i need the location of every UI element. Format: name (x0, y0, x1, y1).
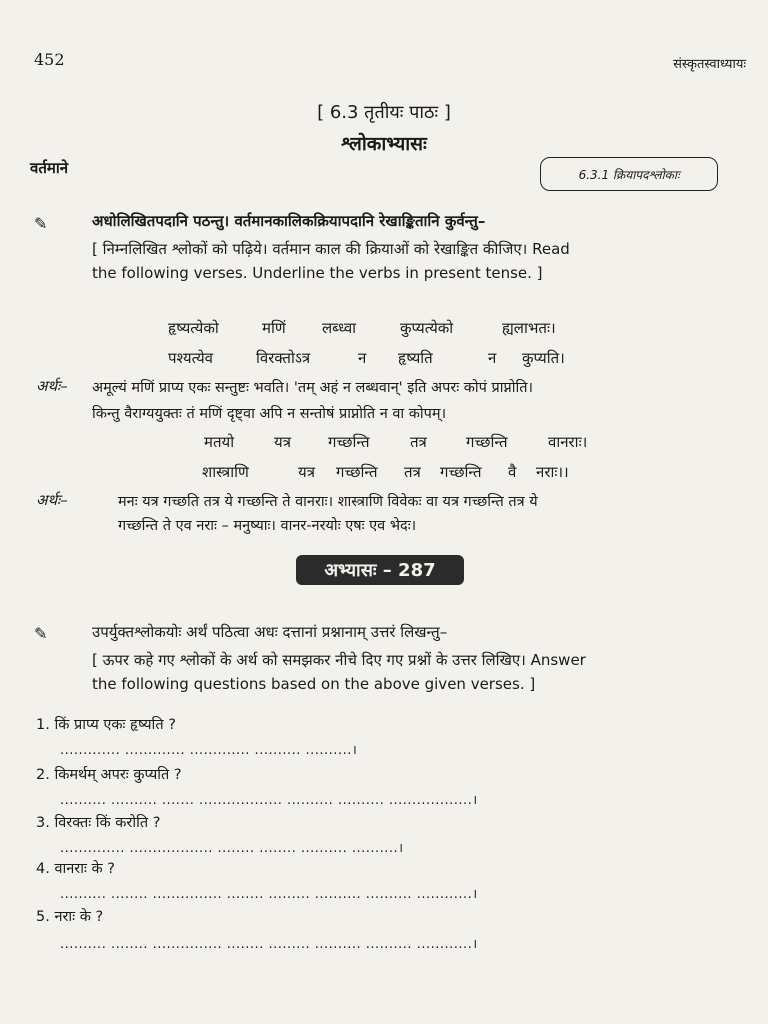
meaning2-line2: गच्छन्ति ते एव नराः – मनुष्याः। वानर-नरयोः एषः एव भेदः। (118, 518, 417, 534)
meaning1-line1: अमूल्यं मणिं प्राप्य एकः सन्तुष्टः भवति। 'तम् अहं न लब्धवान्' इति अपरः कोपं प्राप्नोति। (92, 380, 534, 396)
verse-word: गच्छन्ति (328, 433, 370, 451)
verse-word: तत्र (404, 463, 421, 481)
verse-word: न (488, 349, 497, 367)
verse-word: वै (508, 463, 517, 481)
verse-word: शास्त्राणि (202, 463, 249, 481)
answer-line-1[interactable]: ............. ............. ............. .......... ..........। (60, 743, 358, 758)
question-5: 5. नराः के ? (36, 909, 104, 925)
page-subtitle: श्लोकाभ्यासः (341, 133, 427, 155)
meaning-label: अर्थः– (36, 491, 68, 509)
verse-word: हृष्यत्येको (168, 319, 219, 337)
section-label: वर्तमाने (30, 159, 69, 177)
running-head: संस्कृतस्वाध्यायः (673, 57, 746, 72)
verse-word: तत्र (410, 433, 427, 451)
topic-label: 6.3.1 क्रियापदश्लोकाः (578, 167, 680, 182)
verse-word: गच्छन्ति (466, 433, 508, 451)
instruction2-hindi-english: [ ऊपर कहे गए श्लोकों के अर्थ को समझकर नीचे दिए गए प्रश्नों के उत्तर लिखिए। Answer (92, 651, 586, 669)
verse-word: यत्र (298, 463, 315, 481)
exercise-label: अभ्यासः – 287 (324, 560, 436, 581)
question-1: 1. किं प्राप्य एकः हृष्यति ? (36, 717, 176, 733)
verse-word: यत्र (274, 433, 291, 451)
question-4: 4. वानराः के ? (36, 861, 115, 877)
verse-word: कुप्यत्येको (400, 319, 454, 337)
answer-line-3[interactable]: .............. .................. ........ ........ .......... ..........। (60, 841, 404, 856)
topic-box (540, 157, 718, 191)
meaning-label: अर्थः– (36, 377, 68, 395)
verse-word: लब्ध्वा (322, 319, 357, 337)
answer-line-2[interactable]: .......... .......... ....... .................. .......... .......... ..................। (60, 793, 478, 808)
page-number: 452 (34, 50, 65, 69)
verse-word: न (358, 349, 367, 367)
verse-word: नराः।। (536, 463, 569, 481)
instruction-hindi-english: [ निम्नलिखित श्लोकों को पढ़िये। वर्तमान काल की क्रियाओं को रेखाङ्कित कीजिए। Read (92, 240, 570, 258)
answer-line-4[interactable]: .......... ........ ............... ........ ......... .......... .......... ............। (60, 887, 478, 902)
question-2: 2. किमर्थम् अपरः कुप्यति ? (36, 767, 182, 783)
instruction-sanskrit: अधोलिखितपदानि पठन्तु। वर्तमानकालिकक्रियापदानि रेखाङ्कितानि कुर्वन्तु– (92, 212, 486, 230)
verse-word: मणिं (262, 319, 286, 337)
verse-word: गच्छन्ति (440, 463, 482, 481)
verse-word: मतयो (204, 433, 235, 451)
verse-word: गच्छन्ति (336, 463, 378, 481)
instruction2-sanskrit: उपर्युक्तश्लोकयोः अर्थं पठित्वा अधः दत्तानां प्रश्नानाम् उत्तरं लिखन्तु– (92, 623, 448, 641)
verse-word: हृष्यति (398, 349, 433, 367)
verse-word: कुप्यति। (522, 349, 565, 367)
instruction-english: the following verses. Underline the verbs in present tense. ] (92, 264, 543, 282)
verse-word: विरक्तोऽत्र (256, 349, 311, 367)
instruction2-english: the following questions based on the above given verses. ] (92, 675, 536, 693)
meaning1-line2: किन्तु वैराग्ययुक्तः तं मणिं दृष्ट्वा अपि न सन्तोषं प्राप्नोति न वा कोपम्। (92, 406, 447, 422)
meaning2-line1: मनः यत्र गच्छति तत्र ये गच्छन्ति ते वानराः। शास्त्राणि विवेकः वा यत्र गच्छन्ति तत्र ये (118, 494, 538, 510)
verse-word: पश्यत्येव (168, 349, 213, 367)
verse-word: ह्यलाभतः। (502, 319, 556, 337)
answer-line-5[interactable]: .......... ........ ............... ........ ......... .......... .......... ............। (60, 937, 478, 952)
verse-word: वानराः। (548, 433, 588, 451)
pencil-icon: ✎ (34, 214, 48, 233)
exercise-banner (296, 555, 464, 585)
question-3: 3. विरक्तः किं करोति ? (36, 815, 161, 831)
lesson-title: [ 6.3 तृतीयः पाठः ] (317, 102, 451, 123)
pencil-icon: ✎ (34, 624, 48, 643)
